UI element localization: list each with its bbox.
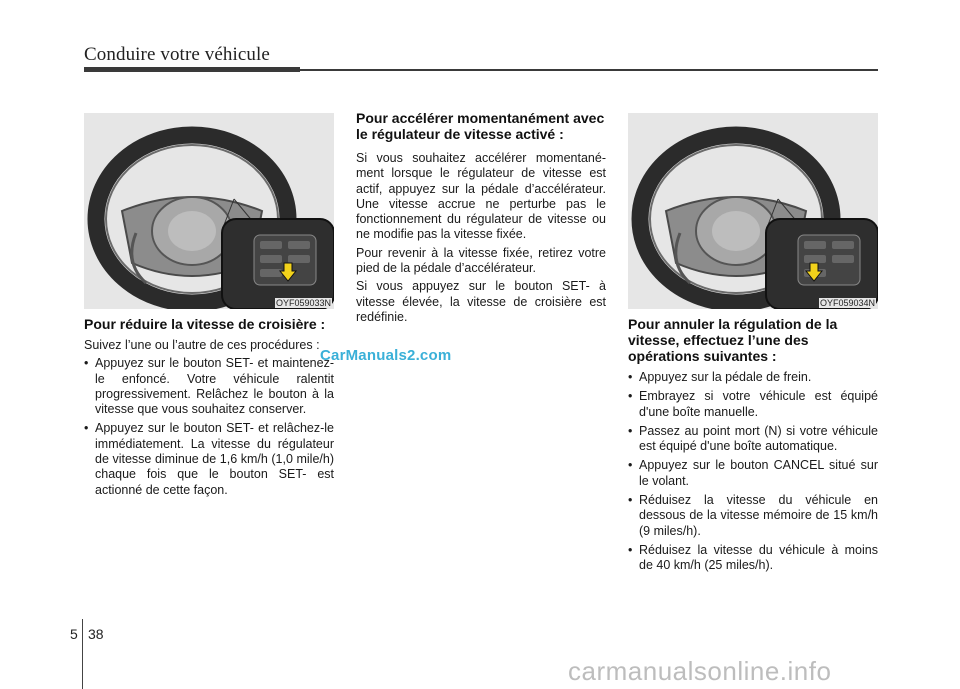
watermark-link[interactable]: CarManuals2.com: [320, 347, 452, 364]
paragraph: Si vous appuyez sur le bouton SET- à vitesse élevée, la vitesse de croisière est redéfinie.: [356, 279, 606, 324]
list-item: • Appuyez sur le bouton CANCEL situé sur le volant.: [628, 458, 878, 489]
procedure-list: [628, 370, 878, 574]
section-heading: Pour annuler la régulation de la vitesse, effectuez l’une des opérations suivantes :: [628, 316, 838, 364]
section-heading: Pour accélérer momentanément avec le régulateur de vitesse activé :: [356, 110, 605, 142]
header-rule-thick: [84, 67, 300, 72]
steering-wheel-figure-left: [84, 113, 334, 309]
list-item: • Embrayez si votre véhicule est équipé d'une boîte manuelle.: [628, 389, 878, 420]
paragraph: Pour revenir à la vitesse fixée, retirez votre pied de la pédale d’accélérateur.: [356, 245, 606, 276]
section-cancel-cruise: [628, 316, 878, 578]
paragraph: Si vous souhaitez accélérer momentané-ment lorsque le régulateur de vitesse est actif, appuyez sur la pédale d’accélérateur. Une vitesse accrue ne perturbe pas le fonctionnement du régulateur de vitesse ou ne modifie pas la vitesse fixée.: [356, 151, 606, 242]
list-item: • Réduisez la vitesse du véhicule à moins de 40 km/h (25 miles/h).: [628, 543, 878, 574]
chapter-number: 5: [70, 626, 78, 642]
section-reduce-speed: [84, 316, 334, 502]
figure-code: OYF059034N: [819, 298, 875, 308]
list-item: • Réduisez la vitesse du véhicule en dessous de la vitesse mémoire de 15 km/h (9 miles/h).: [628, 493, 878, 539]
list-item: • Appuyez sur la pédale de frein.: [628, 370, 878, 385]
procedure-list: [84, 356, 334, 498]
list-item: • Passez au point mort (N) si votre véhicule est équipé d'une boîte automatique.: [628, 424, 878, 455]
steering-wheel-figure-right: [628, 113, 878, 309]
header-rule-thin: [300, 69, 878, 71]
steering-wheel-illustration: [84, 113, 334, 309]
page-number: 38: [88, 626, 104, 642]
list-item: • Appuyez sur le bouton SET- et maintenez-le enfoncé. Votre véhicule ralentit progressivement. Relâchez le bouton à la vitesse que vous souhaitez conserver.: [84, 356, 334, 417]
section-intro: Suivez l’une ou l’autre de ces procédures :: [84, 338, 320, 352]
page-header-title: Conduire votre véhicule: [84, 44, 270, 65]
footer-divider: [82, 619, 83, 689]
list-item: • Appuyez sur le bouton SET- et relâchez-le immédiatement. La vitesse du régulateur de vitesse diminue de 1,6 km/h (1,0 mile/h) chaque fois que le bouton SET- est actionné de cette façon.: [84, 421, 334, 497]
figure-code: OYF059033N: [275, 298, 331, 308]
section-accelerate: [356, 110, 606, 325]
steering-wheel-illustration: [628, 113, 878, 309]
watermark-footer: carmanualsonline.info: [568, 656, 832, 686]
section-heading: Pour réduire la vitesse de croisière :: [84, 316, 326, 332]
